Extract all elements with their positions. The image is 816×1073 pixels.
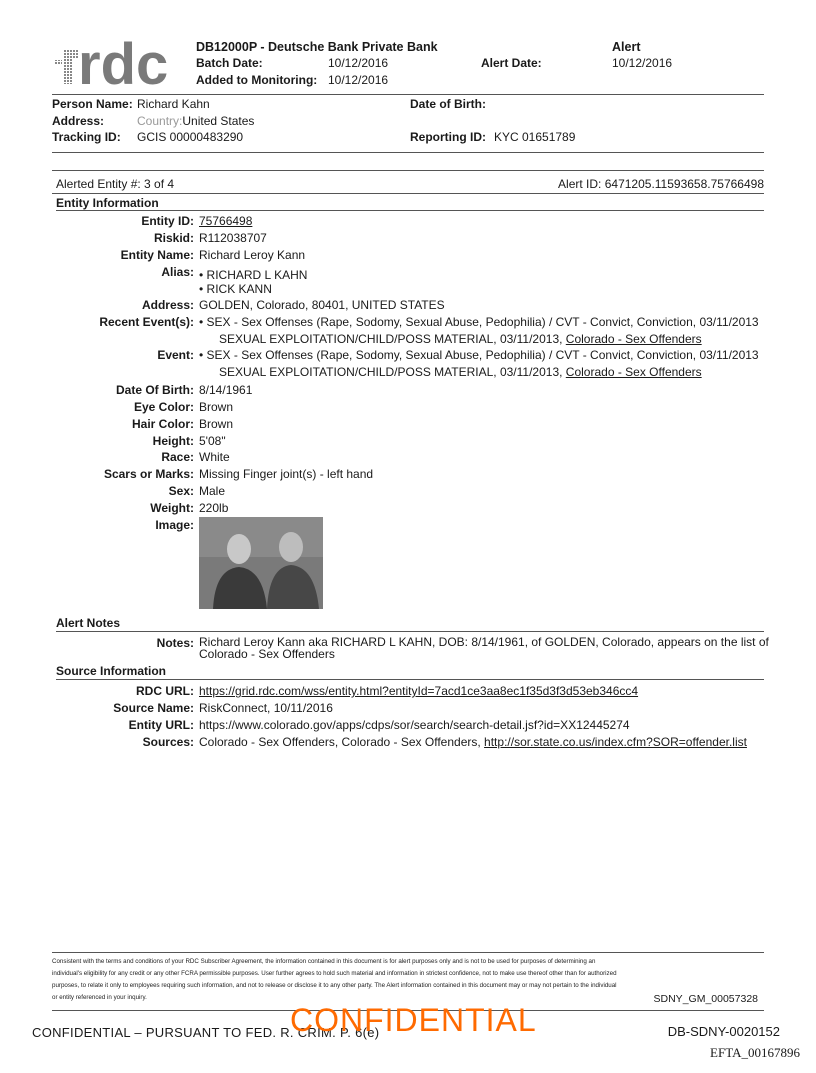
sources-label: Sources: (142, 735, 194, 749)
country-value: United States (182, 114, 255, 128)
eye-color-label: Eye Color: (133, 400, 194, 414)
race-label: Race: (161, 450, 194, 464)
reporting-id-label: Reporting ID: (410, 130, 486, 144)
sources-link[interactable]: http://sor.state.co.us/index.cfm?SOR=offender.list (484, 735, 747, 749)
batch-date-value: 10/12/2016 (328, 56, 389, 70)
tracking-id-label: Tracking ID: (52, 130, 121, 144)
logo-text: rdc (78, 32, 169, 92)
recent-event-line: • SEX - Sex Offenses (Rape, Sodomy, Sexual Abuse, Pedophilia) / CVT - Convict, Conviction, 03/11/2013 (199, 315, 759, 329)
added-to-monitoring-value: 10/12/2016 (328, 73, 389, 87)
document-title: DB12000P - Deutsche Bank Private Bank (196, 40, 438, 54)
person-name-label: Person Name: (52, 97, 133, 111)
bates-number: SDNY_GM_00057328 (653, 993, 758, 1005)
notes-line: Colorado - Sex Offenders (199, 647, 335, 661)
entity-address-value: GOLDEN, Colorado, 80401, UNITED STATES (199, 298, 445, 312)
confidential-notice: CONFIDENTIAL – PURSUANT TO FED. R. CRIM. P. 6(e) (32, 1025, 380, 1040)
entity-address-label: Address: (141, 298, 194, 312)
sources-text: Colorado - Sex Offenders, Colorado - Sex Offenders, (199, 735, 485, 749)
source-name-label: Source Name: (113, 701, 194, 715)
entity-url-value[interactable]: https://www.colorado.gov/apps/cdps/sor/search/search-detail.jsf?id=XX12445274 (199, 718, 630, 732)
recent-events-label: Recent Event(s): (99, 315, 194, 329)
notes-label: Notes: (156, 636, 194, 650)
efta-id: EFTA_00167896 (710, 1045, 800, 1060)
entity-id-link[interactable]: 75766498 (199, 214, 253, 228)
rdc-url-link[interactable]: https://grid.rdc.com/wss/entity.html?entityId=7acd1ce3aa8ec1f35d3f3d53eb346cc4 (199, 684, 639, 698)
entity-information-heading: Entity Information (56, 196, 159, 210)
hair-color-label: Hair Color: (131, 417, 194, 431)
dob-label: Date Of Birth: (116, 383, 194, 397)
notes-line: Richard Leroy Kann aka RICHARD L KAHN, DOB: 8/14/1961, of GOLDEN, Colorado, appears on the list of (199, 635, 769, 649)
sex-label: Sex: (168, 484, 194, 498)
event-detail (219, 365, 702, 379)
scars-label: Scars or Marks: (103, 467, 194, 481)
disclaimer-line: individual's eligibility for any credit or any other FCRA permissible purposes. User further agrees to hold such material and information in strictest confidence, not to make use thereof other than for authorized (52, 970, 617, 977)
notes-value (199, 636, 769, 660)
batch-date-label: Batch Date: (196, 56, 263, 70)
alert-notes-heading: Alert Notes (56, 616, 121, 630)
person-name-value: Richard Kahn (137, 97, 210, 111)
alert-heading: Alert (612, 40, 641, 54)
event-source-link[interactable]: Colorado - Sex Offenders (565, 365, 702, 379)
disclaimer-line: Consistent with the terms and conditions of your RDC Subscriber Agreement, the information contained in this document is for alert purposes only and is not to be used for purposes of determining an (52, 958, 596, 965)
height-label: Height: (152, 434, 194, 448)
divider (56, 679, 764, 680)
alert-id: Alert ID: 6471205.11593658.75766498 (558, 177, 764, 191)
alias-label: Alias: (161, 265, 194, 279)
rdc-url-label: RDC URL: (136, 684, 194, 698)
alias-list (199, 268, 307, 296)
entity-name-label: Entity Name: (120, 248, 194, 262)
date-of-birth-label: Date of Birth: (410, 97, 486, 111)
alias-item: • RICK KANN (199, 282, 272, 296)
recent-event-detail (219, 332, 702, 346)
confidential-stamp: CONFIDENTIAL (290, 1002, 537, 1038)
scars-value: Missing Finger joint(s) - left hand (199, 467, 374, 481)
event-label: Event: (157, 348, 194, 362)
divider (52, 952, 764, 953)
riskid-label: Riskid: (153, 231, 194, 245)
race-value: White (199, 450, 230, 464)
divider (52, 193, 764, 194)
divider (56, 210, 764, 211)
source-name-value: RiskConnect, 10/11/2016 (199, 701, 333, 715)
hair-color-value: Brown (199, 417, 234, 431)
tracking-id-value: GCIS 00000483290 (137, 130, 244, 144)
entity-photo (199, 517, 323, 609)
weight-label: Weight: (150, 501, 194, 515)
alerted-entity-count: Alerted Entity #: 3 of 4 (56, 177, 175, 191)
height-value: 5'08" (199, 434, 226, 448)
alias-item: • RICHARD L KAHN (199, 268, 308, 282)
divider (52, 152, 764, 153)
event-line: • SEX - Sex Offenses (Rape, Sodomy, Sexual Abuse, Pedophilia) / CVT - Convict, Conviction, 03/11/2013 (199, 348, 759, 362)
entity-url-label: Entity URL: (128, 718, 194, 732)
divider (56, 631, 764, 632)
added-to-monitoring-label: Added to Monitoring: (196, 73, 318, 87)
disclaimer-line: purposes, to relate it only to employees requiring such information, and not to release or disclose it to any other party. The Alert information contained in this document may or may not pertain to the individual (52, 982, 617, 989)
address-label: Address: (52, 114, 105, 128)
country-prefix: Country: (137, 114, 183, 128)
recent-event-text: SEXUAL EXPLOITATION/CHILD/POSS MATERIAL, 03/11/2013, (219, 332, 566, 346)
sources-value (199, 735, 747, 749)
document-id: DB-SDNY-0020152 (667, 1024, 780, 1039)
dob-value: 8/14/1961 (199, 383, 253, 397)
entity-name-value: Richard Leroy Kann (199, 248, 306, 262)
divider (52, 94, 764, 95)
image-label: Image: (155, 518, 194, 532)
eye-color-value: Brown (199, 400, 234, 414)
address-value (137, 114, 254, 128)
source-information-heading: Source Information (56, 664, 167, 678)
disclaimer-line: or entity referenced in your inquiry. (52, 994, 147, 1001)
divider (52, 170, 764, 171)
alert-date-value: 10/12/2016 (612, 56, 673, 70)
event-text: SEXUAL EXPLOITATION/CHILD/POSS MATERIAL, 03/11/2013, (219, 365, 566, 379)
riskid-value: R112038707 (199, 231, 267, 245)
alert-date-label: Alert Date: (481, 56, 542, 70)
recent-event-source-link[interactable]: Colorado - Sex Offenders (565, 332, 702, 346)
reporting-id-value: KYC 01651789 (494, 130, 576, 144)
weight-value: 220lb (199, 501, 229, 515)
rdc-logo (52, 32, 187, 92)
entity-id-label: Entity ID: (141, 214, 194, 228)
sex-value: Male (199, 484, 226, 498)
